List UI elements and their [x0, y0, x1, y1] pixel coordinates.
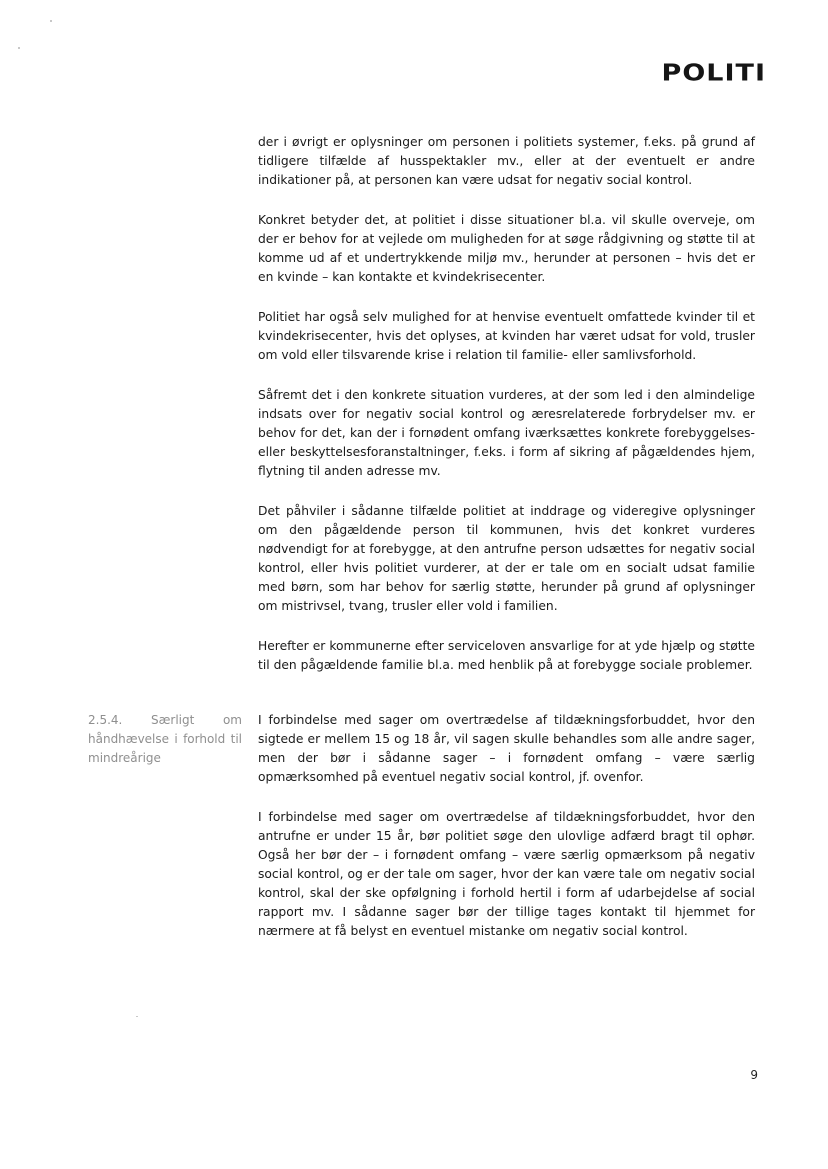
paragraph: Politiet har også selv mulighed for at henvise eventuelt omfattede kvinder til et kvindekrisecenter, hvis det oplyses, at kvinden har været udsat for vold, trusler om vold eller tilsvarende krise i relation til familie- eller samlivsforhold. — [258, 310, 755, 362]
politi-logo: POLITI — [661, 60, 766, 87]
paragraph: Det påhviler i sådanne tilfælde politiet at inddrage og videregive oplysninger om den pågældende person til kommunen, hvis det konkret vurderes nødvendigt for at forebygge, at den antrufne person udsættes for negativ social kontrol, eller hvis politiet vurderer, at der er tale om en socialt udsat familie med børn, som har behov for særlig støtte, herunder på grund af oplysninger om mistrivsel, tvang, trusler eller vold i familien. — [258, 504, 755, 613]
page-number: 9 — [750, 1068, 758, 1082]
paragraph: Konkret betyder det, at politiet i disse situationer bl.a. vil skulle overveje, om der er behov for at vejlede om muligheden for at søge rådgivning og støtte til at komme ud af et undertrykkende miljø mv., herunder at personen – hvis det er en kvinde – kan kontakte et kvindekrisecenter. — [258, 213, 755, 284]
section-heading: 2.5.4. Særligt om håndhævelse i forhold til mindreårige — [88, 713, 242, 765]
paragraph: I forbindelse med sager om overtrædelse af tildækningsforbuddet, hvor den sigtede er mellem 15 og 18 år, vil sagen skulle behandles som alle andre sager, men der bør i sådanne sager – i fornødent omfang – være særlig opmærksomhed på eventuel negativ social kontrol, jf. ovenfor. — [258, 713, 755, 784]
paragraph: I forbindelse med sager om overtrædelse af tildækningsforbuddet, hvor den antrufne er under 15 år, bør politiet søge den ulovlige adfærd bragt til ophør. Også her bør der – i fornødent omfang – være særlig opmærksom på negativ social kontrol, og er der tale om sager, hvor der kan være tale om negativ social kontrol, skal der ske opfølgning i forhold hertil i form af udarbejdelse af social rapport mv. I sådanne sager bør der tillige tages kontakt til hjemmet for nærmere at få belyst en eventuel mistanke om negativ social kontrol. — [258, 810, 755, 938]
main-text — [258, 133, 755, 696]
scan-speck — [18, 47, 20, 49]
paragraph: Såfremt det i den konkrete situation vurderes, at der som led i den almindelige indsats over for negativ social kontrol og æresrelaterede forbrydelser mv. er behov for det, kan der i fornødent omfang iværksættes konkrete forebyggelses- eller beskyttelsesforanstaltninger, f.eks. i form af sikring af pågældendes hjem, flytning til anden adresse mv. — [258, 388, 755, 478]
paragraph: der i øvrigt er oplysninger om personen i politiets systemer, f.eks. på grund af tidligere tilfælde af husspektakler mv., eller at der eventuelt er andre indikationer på, at personen kan være udsat for negativ social kontrol. — [258, 135, 755, 187]
section-text — [258, 711, 755, 962]
scan-speck — [136, 1016, 138, 1017]
paragraph: Herefter er kommunerne efter serviceloven ansvarlige for at yde hjælp og støtte til den pågældende familie bl.a. med henblik på at forebygge sociale problemer. — [258, 639, 755, 672]
scan-speck — [50, 20, 52, 22]
